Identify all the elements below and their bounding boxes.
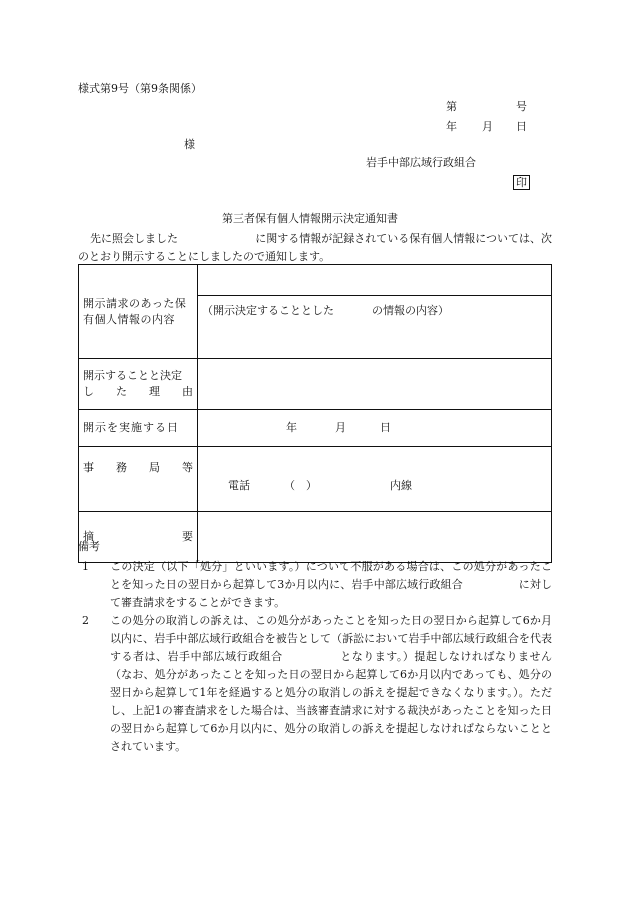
intro-line1-start: 先に照会しました [90,232,178,245]
extension-label: 内線 [390,479,412,492]
doc-number-go: 号 [516,100,527,113]
row1-label: 開示請求のあった保有個人情報の内容 [79,265,198,359]
row2-label: 開示することと決定 し た 理 由 [79,359,198,410]
issuer-name: 岩手中部広域行政組合 [366,156,476,169]
document-title: 第三者保有個人情報開示決定通知書 [222,212,398,225]
intro-paragraph [78,230,552,266]
row1-value-detail [198,296,552,359]
row4-label: 事 務 局 等 [79,447,198,512]
row4-value [198,447,552,512]
row2-value [198,359,552,410]
note-item: 2 この処分の取消しの訴えは、この処分があったことを知った日の翌日から起算して6か月以内に、岩手中部広域行政組合を被告として（訴訟において岩手中部広域行政組合を代表する者は、岩手中部広域行政組合 となります。）提起しなければなりません（なお、処分があったことを知った日の翌日から起算して6か月以内であっても、処分の翌日から起算して1年を経過すると処分の取消しの訴えを提起できなくなります。）。ただし、上記1の審査請求をした場合は、当該審査請求に対する裁決があったことを知った日の翌日から起算して6か月以内に、処分の取消しの訴えを提起しなければならないこととされています。 [82,614,552,753]
date-year: 年 [446,120,457,133]
disclosure-table [78,264,552,563]
addressee-suffix: 様 [184,138,195,151]
phone-paren: （ ） [284,479,317,492]
note-item: 1 この決定（以下「処分」といいます。）について不服がある場合は、この処分があったことを知った日の翌日から起算して3か月以内に、岩手中部広域行政組合 に対して審査請求をすることができます。 [82,560,552,609]
row5-value [198,512,552,563]
doc-number-dai: 第 [446,100,457,113]
row5-label: 摘 要 [79,512,198,563]
seal-mark [513,175,530,190]
row1-value-prefix: （開示決定することとした [202,304,334,317]
date-month: 月 [482,120,493,133]
notes-title: 備考 [78,540,100,553]
date-day: 日 [516,120,527,133]
seal-label: 印 [513,175,530,190]
intro-line1-end: に関する情報が記録されている保有個人情報については、次 [255,232,552,245]
row3-label: 開示を実施する日 [79,410,198,447]
intro-line2: のとおり開示することにしましたので通知します。 [78,250,331,263]
row3-value: 年 月 日 [198,410,552,447]
form-number: 様式第9号（第9条関係） [78,82,202,95]
row1-value-suffix: の情報の内容） [372,304,449,317]
row1-value-top [198,265,552,296]
phone-label: 電話 [228,479,250,492]
